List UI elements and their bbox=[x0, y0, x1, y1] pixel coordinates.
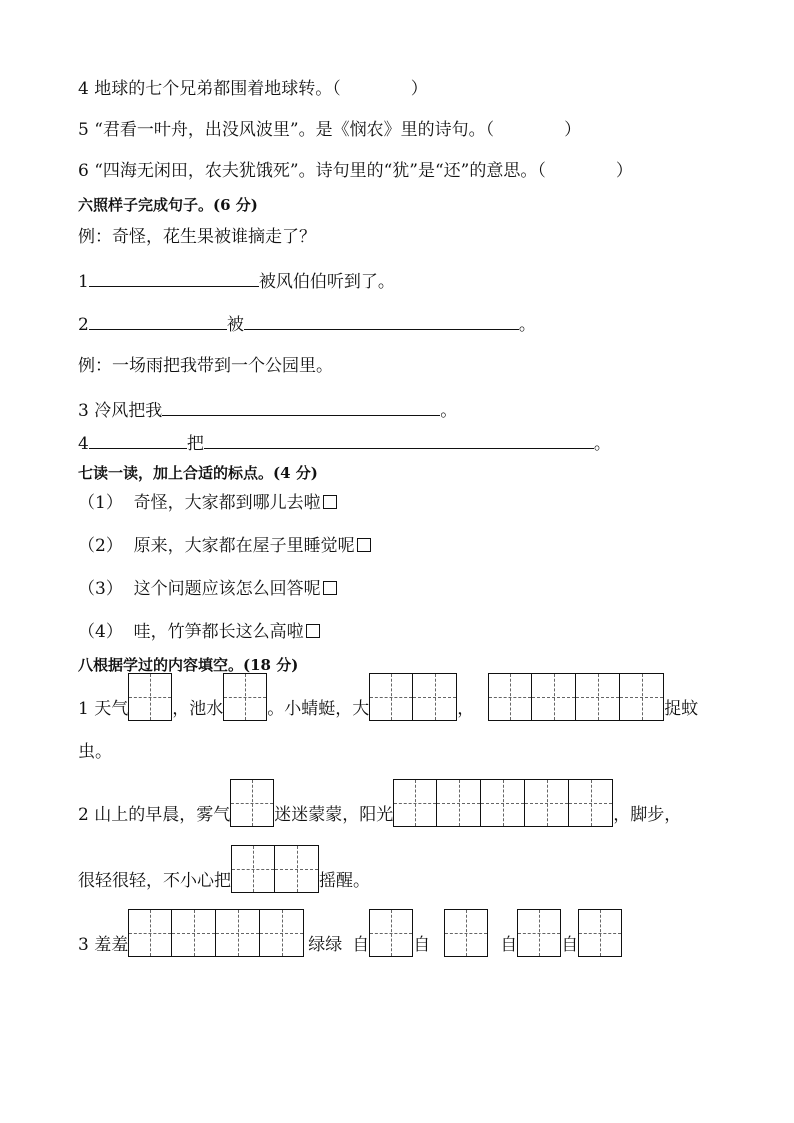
tianzige-box[interactable] bbox=[275, 845, 319, 893]
judge-item-5: 5 “君看一叶舟，出没风波里”。是《悯农》里的诗句。（ ） bbox=[78, 117, 581, 142]
tianzige-box[interactable] bbox=[230, 779, 274, 827]
blank-1[interactable] bbox=[89, 268, 259, 287]
fill-line-3: 3 羞羞 绿绿 自 自 自 自 bbox=[78, 909, 622, 957]
sentence-3: 3 冷风把我 。 bbox=[78, 397, 457, 423]
fill-line-2: 2 山上的早晨，雾气 迷迷蒙蒙，阳光 ，脚步， bbox=[78, 779, 681, 827]
tianzige-box[interactable] bbox=[578, 909, 622, 957]
blank-3[interactable] bbox=[162, 397, 440, 416]
tianzige-box[interactable] bbox=[369, 909, 413, 957]
tianzige-box[interactable] bbox=[576, 673, 620, 721]
answer-blank[interactable] bbox=[341, 76, 411, 94]
blank-2b[interactable] bbox=[244, 311, 519, 330]
tianzige-box[interactable] bbox=[260, 909, 304, 957]
tianzige-box[interactable] bbox=[369, 673, 413, 721]
fill-line-1-wrap: 虫。 bbox=[78, 742, 112, 762]
tianzige-box[interactable] bbox=[172, 909, 216, 957]
tianzige-box[interactable] bbox=[517, 909, 561, 957]
punct-box[interactable] bbox=[323, 495, 337, 509]
tianzige-box[interactable] bbox=[620, 673, 664, 721]
tianzige-box[interactable] bbox=[128, 673, 172, 721]
sentence-4: 4 把 。 bbox=[78, 430, 611, 456]
tianzige-box[interactable] bbox=[532, 673, 576, 721]
tianzige-box[interactable] bbox=[413, 673, 457, 721]
example-2: 例：一场雨把我带到一个公园里。 bbox=[78, 356, 333, 376]
blank-4b[interactable] bbox=[204, 430, 594, 449]
blank-2a[interactable] bbox=[89, 311, 227, 330]
punct-item-2: （2） 原来，大家都在屋子里睡觉呢 bbox=[78, 534, 371, 558]
punct-item-4: （4） 哇，竹笋都长这么高啦 bbox=[78, 620, 320, 644]
section-7-title: 七读一读，加上合适的标点。(4 分) bbox=[78, 464, 318, 482]
section-8-title: 八根据学过的内容填空。(18 分) bbox=[78, 656, 299, 674]
sentence-1: 1 被风伯伯听到了。 bbox=[78, 268, 395, 294]
fill-line-2b: 很轻很轻，不小心把 摇醒。 bbox=[78, 845, 370, 893]
tianzige-box[interactable] bbox=[393, 779, 437, 827]
tianzige-box[interactable] bbox=[437, 779, 481, 827]
punct-box[interactable] bbox=[323, 581, 337, 595]
punct-item-3: （3） 这个问题应该怎么回答呢 bbox=[78, 577, 337, 601]
tianzige-box[interactable] bbox=[481, 779, 525, 827]
fill-line-1: 1 天气 ，池水 。小蜻蜓，大 ， 捉蚊 bbox=[78, 673, 698, 721]
tianzige-box[interactable] bbox=[444, 909, 488, 957]
section-6-title: 六照样子完成句子。(6 分) bbox=[78, 196, 258, 214]
tianzige-box[interactable] bbox=[216, 909, 260, 957]
tianzige-box[interactable] bbox=[231, 845, 275, 893]
tianzige-box[interactable] bbox=[128, 909, 172, 957]
judge-item-4: 4 地球的七个兄弟都围着地球转。（ ） bbox=[78, 76, 428, 101]
answer-blank[interactable] bbox=[494, 117, 564, 135]
answer-blank[interactable] bbox=[546, 158, 616, 176]
tianzige-box[interactable] bbox=[223, 673, 267, 721]
sentence-2: 2 被 。 bbox=[78, 311, 536, 337]
tianzige-box[interactable] bbox=[569, 779, 613, 827]
punct-box[interactable] bbox=[306, 624, 320, 638]
tianzige-box[interactable] bbox=[525, 779, 569, 827]
punct-item-1: （1） 奇怪，大家都到哪儿去啦 bbox=[78, 491, 337, 515]
judge-item-6: 6 “四海无闲田，农夫犹饿死”。诗句里的“犹”是“还”的意思。（ ） bbox=[78, 158, 633, 183]
tianzige-box[interactable] bbox=[488, 673, 532, 721]
blank-4a[interactable] bbox=[89, 430, 187, 449]
punct-box[interactable] bbox=[357, 538, 371, 552]
example-1: 例：奇怪，花生果被谁摘走了？ bbox=[78, 227, 316, 247]
